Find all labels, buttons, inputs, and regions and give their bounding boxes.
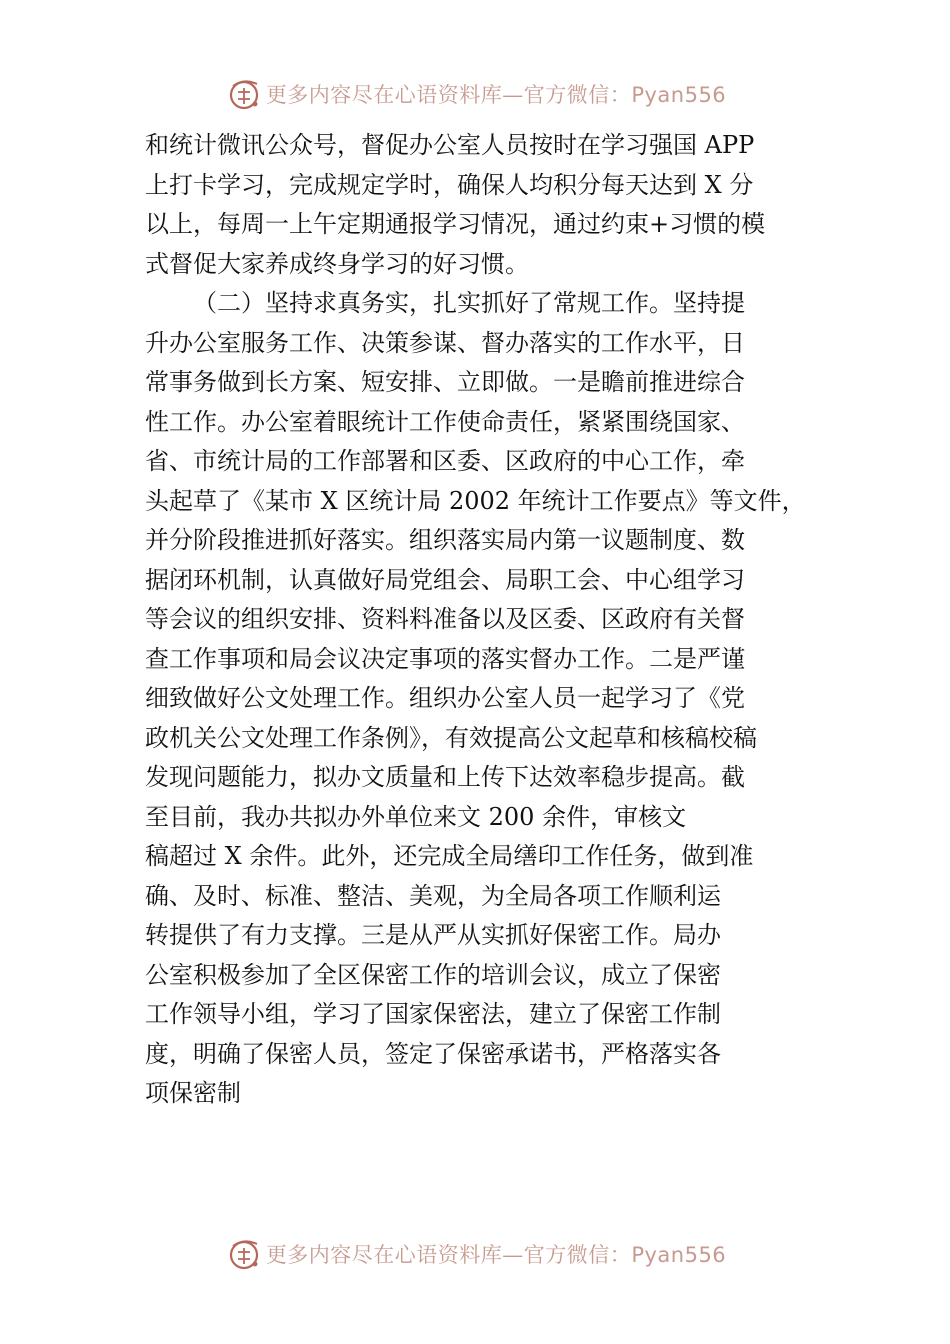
header-watermark-banner	[0, 72, 950, 116]
text-line: 度，明确了保密人员，签定了保密承诺书，严格落实各	[145, 1039, 721, 1068]
text-line: 转提供了有力支撑。三是从严从实抓好保密工作。局办	[145, 921, 721, 949]
text-line: 常事务做到长方案、短安排、立即做。一是瞻前推进综合	[145, 368, 745, 396]
text-line: 以上，每周一上午定期通报学习情况，通过约束+习惯的模	[145, 210, 766, 238]
text-line: 稿超过 X 余件。此外，还完成全局缮印工作任务，做到准	[145, 842, 754, 870]
text-line: 公室积极参加了全区保密工作的培训会议，成立了保密	[145, 960, 721, 989]
watermark-text: 更多内容尽在心语资料库—官方微信：Pyan556	[265, 1243, 727, 1267]
text-line: 据闭环机制，认真做好局党组会、局职工会、中心组学习	[145, 565, 745, 594]
text-line: 升办公室服务工作、决策参谋、督办落实的工作水平，日	[145, 328, 745, 357]
text-line: 并分阶段推进抓好落实。组织落实局内第一议题制度、数	[145, 526, 745, 554]
text-line: 工作领导小组，学习了国家保密法，建立了保密工作制	[145, 1000, 721, 1028]
watermark-text: 更多内容尽在心语资料库—官方微信：Pyan556	[265, 83, 727, 107]
document-body	[145, 126, 815, 1114]
text-line: 省、市统计局的工作部署和区委、区政府的中心工作，牵	[145, 447, 745, 475]
text-line: 查工作事项和局会议决定事项的落实督办工作。二是严谨	[145, 644, 745, 673]
seal-logo-icon	[224, 1234, 264, 1274]
text-line: 头起草了《某市 X 区统计局 2002 年统计工作要点》等文件，	[145, 486, 806, 515]
text-line: （二）坚持求真务实，扎实抓好了常规工作。坚持提	[193, 289, 745, 317]
text-line: 发现问题能力，拟办文质量和上传下达效率稳步提高。截	[145, 763, 745, 791]
text-line: 至目前，我办共拟办外单位来文 200 余件，审核文	[145, 802, 687, 831]
footer-watermark-banner	[0, 1232, 950, 1276]
seal-logo-icon	[224, 74, 264, 114]
wechat-id: Pyan556	[631, 83, 727, 107]
text-line: 性工作。办公室着眼统计工作使命责任，紧紧围绕国家、	[145, 407, 745, 436]
text-line: 确、及时、标准、整洁、美观，为全局各项工作顺利运	[145, 881, 721, 910]
text-line: 政机关公文处理工作条例》，有效提高公文起草和核稿校稿	[145, 723, 757, 752]
text-line: 项保密制	[145, 1079, 241, 1107]
text-line: 和统计微讯公众号，督促办公室人员按时在学习强国 APP	[145, 131, 755, 159]
text-line: 式督促大家养成终身学习的好习惯。	[145, 249, 529, 278]
wechat-id: Pyan556	[631, 1243, 727, 1267]
text-line: 等会议的组织安排、资料料准备以及区委、区政府有关督	[145, 605, 745, 633]
text-line: 细致做好公文处理工作。组织办公室人员一起学习了《党	[145, 684, 745, 712]
text-line: 上打卡学习，完成规定学时，确保人均积分每天达到 X 分	[145, 170, 754, 199]
